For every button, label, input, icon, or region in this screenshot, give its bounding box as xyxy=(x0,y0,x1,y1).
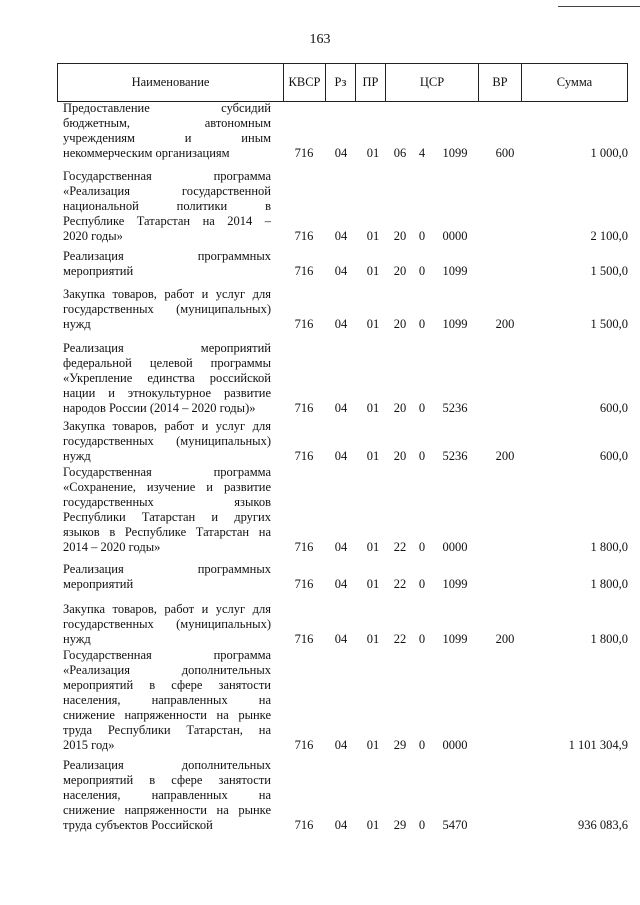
csr-program-cell: 06 xyxy=(393,146,407,160)
pr-cell: 01 xyxy=(366,738,380,752)
header-rz: Рз xyxy=(326,64,356,102)
sum-cell: 1 500,0 xyxy=(590,317,628,331)
table-row xyxy=(57,758,628,833)
row-name-line: Государственная программа xyxy=(63,648,271,662)
sum-cell: 600,0 xyxy=(599,449,628,463)
pr-cell: 01 xyxy=(366,540,380,554)
pr-cell: 01 xyxy=(366,264,380,278)
row-name-line: населения, направленных на xyxy=(63,788,271,802)
row-name xyxy=(63,562,271,592)
kvsr-cell: 716 xyxy=(294,264,314,278)
table-row xyxy=(57,419,628,464)
kvsr-cell: 716 xyxy=(294,540,314,554)
row-name xyxy=(63,287,271,332)
row-name-line: снижение напряженности на рынке xyxy=(63,708,271,722)
rz-cell: 04 xyxy=(334,401,348,415)
csr-direction-cell: 1099 xyxy=(442,317,468,331)
table-row xyxy=(57,249,628,279)
table-header xyxy=(57,63,628,102)
kvsr-cell: 716 xyxy=(294,632,314,646)
row-name-line: 2020 годы» xyxy=(63,229,123,243)
pr-cell: 01 xyxy=(366,317,380,331)
vr-cell: 600 xyxy=(495,146,515,160)
row-name xyxy=(63,648,271,753)
csr-subprogram-cell: 0 xyxy=(418,632,426,646)
row-name-line: Республике Татарстан на 2014 – xyxy=(63,214,271,228)
csr-direction-cell: 5236 xyxy=(442,401,468,415)
csr-program-cell: 22 xyxy=(393,540,407,554)
row-name xyxy=(63,602,271,647)
row-name-line: Реализация программных xyxy=(63,562,271,576)
sum-cell: 1 101 304,9 xyxy=(568,738,628,752)
row-name-line: государственных языков xyxy=(63,495,271,509)
row-name-line: 2014 – 2020 годы» xyxy=(63,540,161,554)
vr-cell: 200 xyxy=(495,449,515,463)
row-name-line: Реализация мероприятий xyxy=(63,341,271,355)
table-row xyxy=(57,169,628,244)
kvsr-cell: 716 xyxy=(294,146,314,160)
csr-direction-cell: 1099 xyxy=(442,577,468,591)
row-name-line: Реализация дополнительных xyxy=(63,758,271,772)
sum-cell: 1 500,0 xyxy=(590,264,628,278)
row-name xyxy=(63,169,271,244)
csr-program-cell: 20 xyxy=(393,317,407,331)
pr-cell: 01 xyxy=(366,577,380,591)
sum-cell: 936 083,6 xyxy=(578,818,628,832)
csr-direction-cell: 5236 xyxy=(442,449,468,463)
rz-cell: 04 xyxy=(334,317,348,331)
header-pr: ПР xyxy=(356,64,386,102)
row-name-line: нужд xyxy=(63,632,91,646)
page-number: 163 xyxy=(309,32,331,47)
csr-program-cell: 29 xyxy=(393,818,407,832)
pr-cell: 01 xyxy=(366,449,380,463)
row-name xyxy=(63,249,271,279)
table-row xyxy=(57,648,628,753)
rz-cell: 04 xyxy=(334,229,348,243)
sum-cell: 1 800,0 xyxy=(590,577,628,591)
csr-subprogram-cell: 0 xyxy=(418,577,426,591)
row-name-line: нужд xyxy=(63,449,91,463)
rz-cell: 04 xyxy=(334,818,348,832)
kvsr-cell: 716 xyxy=(294,738,314,752)
row-name-line: Реализация программных xyxy=(63,249,271,263)
csr-program-cell: 20 xyxy=(393,401,407,415)
row-name-line: «Реализация государственной xyxy=(63,184,271,198)
kvsr-cell: 716 xyxy=(294,317,314,331)
row-name-line: нужд xyxy=(63,317,91,331)
csr-direction-cell: 1099 xyxy=(442,264,468,278)
sum-cell: 2 100,0 xyxy=(590,229,628,243)
row-name-line: Закупка товаров, работ и услуг для xyxy=(63,287,271,301)
row-name-line: «Реализация дополнительных xyxy=(63,663,271,677)
row-name xyxy=(63,465,271,555)
row-name xyxy=(63,341,271,416)
row-name-line: национальной политики в xyxy=(63,199,271,213)
row-name-line: учреждениям и иным xyxy=(63,131,271,145)
row-name-line: 2015 год» xyxy=(63,738,115,752)
csr-program-cell: 20 xyxy=(393,449,407,463)
row-name-line: мероприятий xyxy=(63,264,134,278)
table-row xyxy=(57,287,628,332)
row-name-line: «Укрепление единства российской xyxy=(63,371,271,385)
csr-subprogram-cell: 0 xyxy=(418,229,426,243)
row-name-line: населения, направленных на xyxy=(63,693,271,707)
row-name-line: Закупка товаров, работ и услуг для xyxy=(63,419,271,433)
row-name-line: Закупка товаров, работ и услуг для xyxy=(63,602,271,616)
kvsr-cell: 716 xyxy=(294,818,314,832)
pr-cell: 01 xyxy=(366,401,380,415)
row-name-line: некоммерческим организациям xyxy=(63,146,230,160)
csr-direction-cell: 5470 xyxy=(442,818,468,832)
csr-subprogram-cell: 0 xyxy=(418,264,426,278)
header-csr: ЦСР xyxy=(386,64,479,102)
csr-subprogram-cell: 0 xyxy=(418,818,426,832)
row-name-line: мероприятий в сфере занятости xyxy=(63,678,271,692)
rz-cell: 04 xyxy=(334,632,348,646)
row-name-line: труда субъектов Российской xyxy=(63,818,213,832)
row-name-line: Предоставление субсидий xyxy=(63,101,271,115)
row-name-line: государственных (муниципальных) xyxy=(63,617,271,631)
rz-cell: 04 xyxy=(334,264,348,278)
csr-program-cell: 22 xyxy=(393,577,407,591)
row-name xyxy=(63,101,271,161)
kvsr-cell: 716 xyxy=(294,577,314,591)
row-name-line: Республики Татарстан и других xyxy=(63,510,271,524)
kvsr-cell: 716 xyxy=(294,449,314,463)
csr-direction-cell: 1099 xyxy=(442,146,468,160)
csr-direction-cell: 1099 xyxy=(442,632,468,646)
vr-cell: 200 xyxy=(495,317,515,331)
table-row xyxy=(57,465,628,555)
sum-cell: 1 800,0 xyxy=(590,632,628,646)
rz-cell: 04 xyxy=(334,738,348,752)
pr-cell: 01 xyxy=(366,818,380,832)
header-sum: Сумма xyxy=(522,64,628,102)
sum-cell: 1 800,0 xyxy=(590,540,628,554)
table-row xyxy=(57,101,628,161)
csr-program-cell: 20 xyxy=(393,264,407,278)
kvsr-cell: 716 xyxy=(294,401,314,415)
csr-subprogram-cell: 4 xyxy=(418,146,426,160)
csr-program-cell: 22 xyxy=(393,632,407,646)
pr-cell: 01 xyxy=(366,632,380,646)
row-name-line: нации и этнокультурное развитие xyxy=(63,386,271,400)
row-name-line: народов России (2014 – 2020 годы)» xyxy=(63,401,256,415)
csr-subprogram-cell: 0 xyxy=(418,449,426,463)
rz-cell: 04 xyxy=(334,146,348,160)
rz-cell: 04 xyxy=(334,449,348,463)
table-row xyxy=(57,562,628,592)
sum-cell: 600,0 xyxy=(599,401,628,415)
header-kvsr: КВСР xyxy=(284,64,326,102)
row-name-line: государственных (муниципальных) xyxy=(63,302,271,316)
csr-program-cell: 20 xyxy=(393,229,407,243)
pr-cell: 01 xyxy=(366,146,380,160)
row-name-line: Государственная программа xyxy=(63,465,271,479)
row-name-line: федеральной целевой программы xyxy=(63,356,271,370)
sum-cell: 1 000,0 xyxy=(590,146,628,160)
pr-cell: 01 xyxy=(366,229,380,243)
csr-direction-cell: 0000 xyxy=(442,229,468,243)
csr-subprogram-cell: 0 xyxy=(418,540,426,554)
csr-direction-cell: 0000 xyxy=(442,540,468,554)
table-row xyxy=(57,341,628,416)
rz-cell: 04 xyxy=(334,540,348,554)
csr-subprogram-cell: 0 xyxy=(418,401,426,415)
csr-program-cell: 29 xyxy=(393,738,407,752)
row-name-line: «Сохранение, изучение и развитие xyxy=(63,480,271,494)
row-name-line: мероприятий в сфере занятости xyxy=(63,773,271,787)
row-name-line: языков в Республике Татарстан на xyxy=(63,525,271,539)
row-name-line: государственных (муниципальных) xyxy=(63,434,271,448)
rz-cell: 04 xyxy=(334,577,348,591)
row-name-line: труда Республики Татарстан, на xyxy=(63,723,271,737)
table-row xyxy=(57,602,628,647)
header-name: Наименование xyxy=(58,64,284,102)
top-right-rule xyxy=(558,6,640,7)
row-name xyxy=(63,419,271,464)
row-name-line: снижение напряженности на рынке xyxy=(63,803,271,817)
csr-subprogram-cell: 0 xyxy=(418,317,426,331)
row-name-line: бюджетным, автономным xyxy=(63,116,271,130)
kvsr-cell: 716 xyxy=(294,229,314,243)
row-name-line: Государственная программа xyxy=(63,169,271,183)
csr-direction-cell: 0000 xyxy=(442,738,468,752)
vr-cell: 200 xyxy=(495,632,515,646)
row-name-line: мероприятий xyxy=(63,577,134,591)
header-vr: ВР xyxy=(479,64,522,102)
row-name xyxy=(63,758,271,833)
csr-subprogram-cell: 0 xyxy=(418,738,426,752)
